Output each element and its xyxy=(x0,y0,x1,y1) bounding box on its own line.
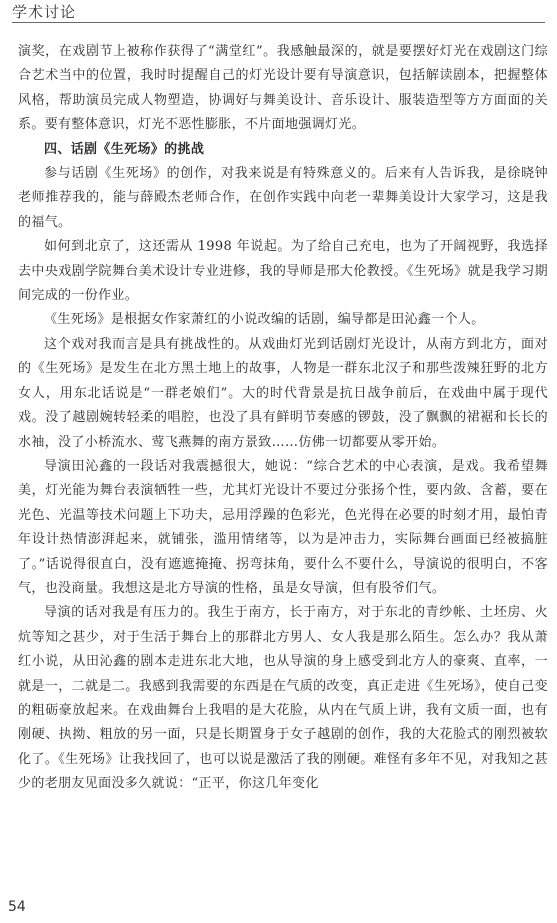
paragraph: 这个戏对我而言是具有挑战性的。从戏曲灯光到话剧灯光设计，从南方到北方，面对的《生死场》是发生在北方黑土地上的故事，人物是一群东北汉子和那些泼辣狂野的北方女人，用东北话说是“一群老娘们”。大的时代背景是抗日战争前后，在戏曲中属于现代戏。没了越剧婉转轻柔的唱腔，也没了具有鲜明节奏感的锣鼓，没了飘飘的裙裾和长长的水袖，没了小桥流水、莺飞燕舞的南方景致……仿佛一切都要从零开始。 xyxy=(18,336,548,450)
running-header xyxy=(12,0,545,23)
header-title: 学术讨论 xyxy=(12,3,77,21)
page-number: 54 xyxy=(8,899,26,915)
paragraph: 导演的话对我是有压力的。我生于南方，长于南方，对于东北的青纱帐、土坯房、火炕等知之甚少，对于生活于舞台上的那群北方男人、女人我是那么陌生。怎么办？我从萧红小说，从田沁鑫的剧本走进东北大地，也从导演的身上感受到北方人的豪爽、直率，一就是一，二就是二。我感到我需要的东西是在气质的改变，真正走进《生死场》，使自己变的粗砺豪放起来。在戏曲舞台上我唱的是大花脸，从内在气质上讲，我有文质一面，也有刚硬、执拗、粗放的另一面，只是长期置身于女子越剧的创作，我的大花脸式的刚烈被软化了。《生死场》让我找回了，也可以说是激活了我的刚硬。难怪有多年不见，对我知之甚少的老朋友见面没多久就说：“正平，你这几年变化 xyxy=(18,605,548,792)
paragraph-continued: 演奖，在戏剧节上被称作获得了“满堂红”。我感触最深的，就是要摆好灯光在戏剧这门综合艺术当中的位置，我时时提醒自己的灯光设计要有导演意识，包括解读剧本，把握整体风格，帮助演员完成人物塑造，协调好与舞美设计、音乐设计、服装造型等方方面面的关系。要有整体意识，灯光不恶性膨胀，不片面地强调灯光。 xyxy=(18,44,548,133)
paragraph: 如何到北京了，这还需从 1998 年说起。为了给自己充电，也为了开阔视野，我选择去中央戏剧学院舞台美术设计专业进修，我的导师是邢大伦教授。《生死场》就是我学习期间完成的一份作业。 xyxy=(18,239,548,304)
paragraph: 《生死场》是根据女作家萧红的小说改编的话剧，编导都是田沁鑫一个人。 xyxy=(44,312,485,328)
article-body xyxy=(18,40,548,797)
section-heading: 四、话剧《生死场》的挑战 xyxy=(44,141,205,157)
paragraph: 导演田沁鑫的一段话对我震撼很大，她说：“综合艺术的中心表演，是戏。我希望舞美，灯光能为舞台表演牺牲一些，尤其灯光设计不要过分张扬个性，要内敛、含蓄，要在光色、光温等技术问题上下功夫，忌用浮躁的色彩光，色光得在必要的时刻才用，最怕青年设计热情澎湃起来，就铺张，滥用情绪等，以为是冲击力，实际舞台画面已经被搞脏了。”话说得很直白，没有遮遮掩掩、拐弯抹角，要什么不要什么，导演说的很明白，不客气，也没商量。我想这是北方导演的性格，虽是女导演，但有股爷们气。 xyxy=(18,458,548,596)
paragraph: 参与话剧《生死场》的创作，对我来说是有特殊意义的。后来有人告诉我，是徐晓钟老师推荐我的，能与薛殿杰老师合作，在创作实践中向老一辈舞美设计大家学习，这是我的福气。 xyxy=(18,166,548,230)
